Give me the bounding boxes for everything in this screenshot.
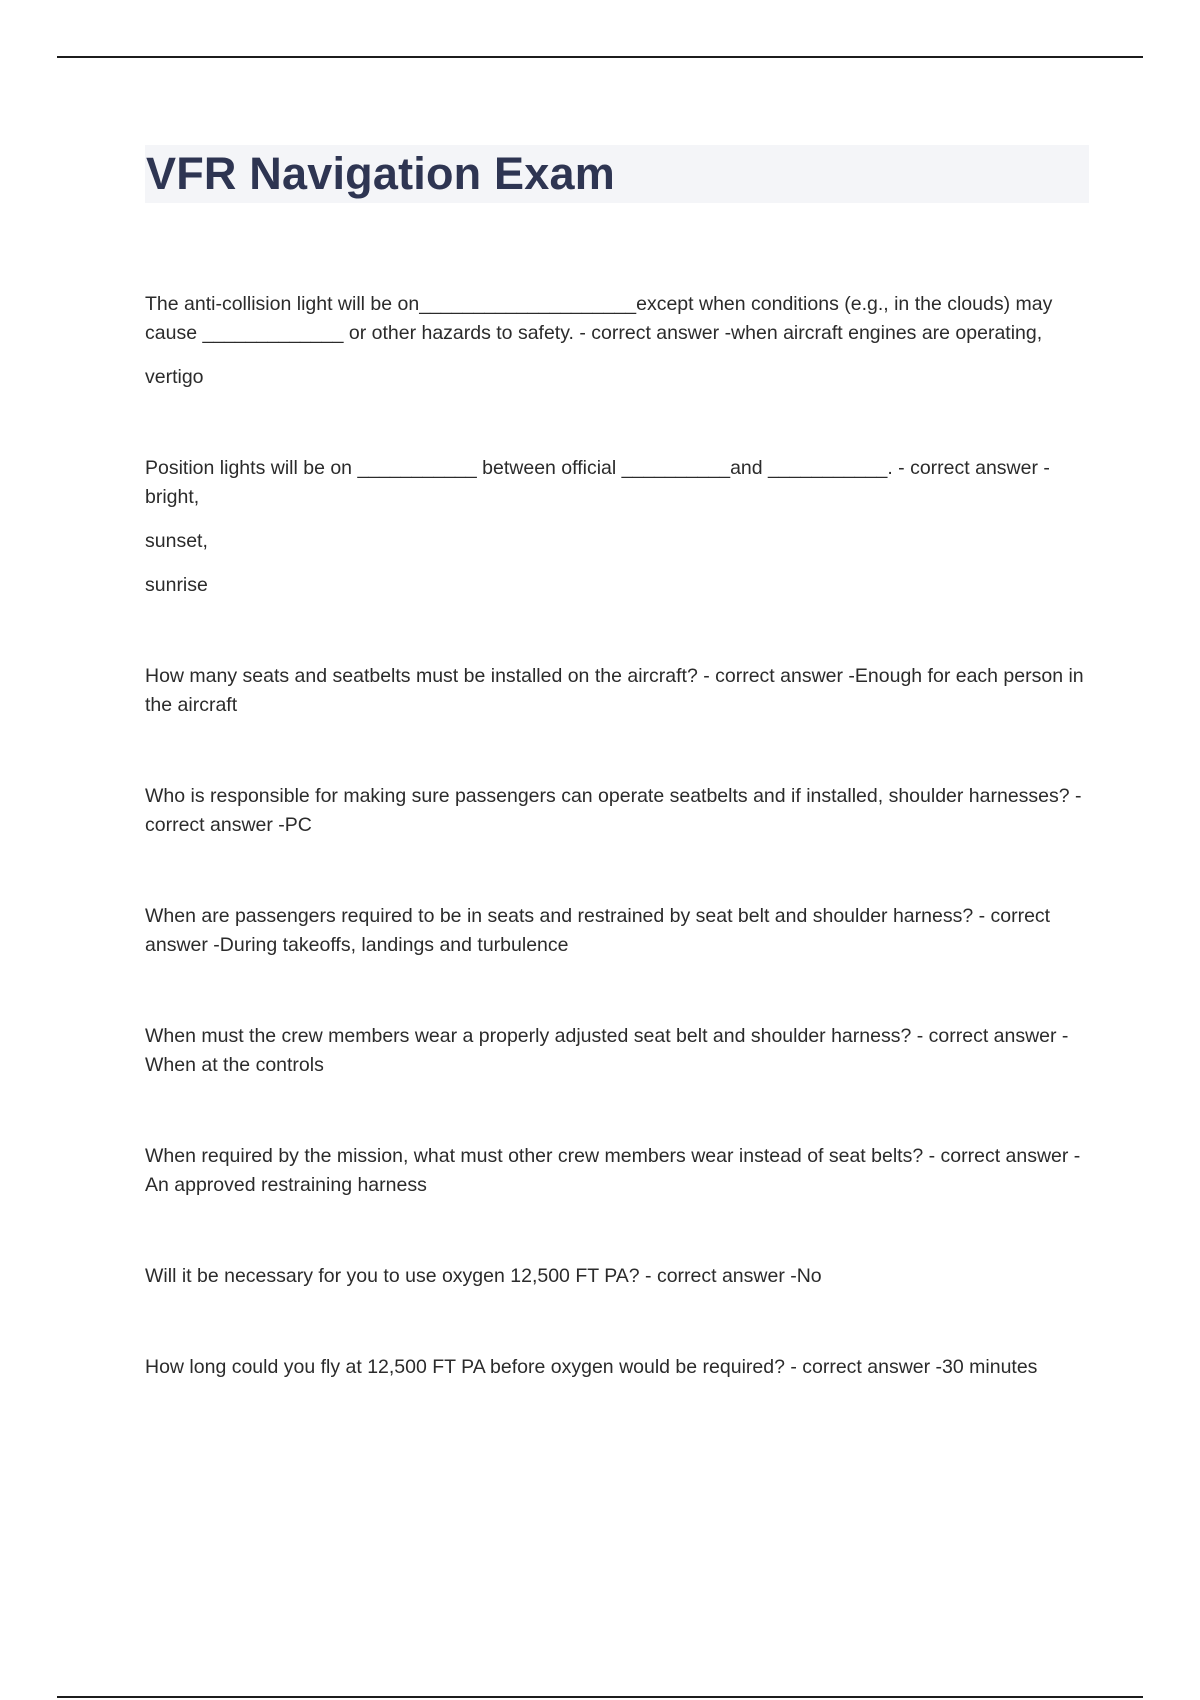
top-rule [57,56,1143,58]
question-text: Will it be necessary for you to use oxygen 12,500 FT PA? - correct answer -No [145,1265,822,1287]
question-item [145,1353,1090,1382]
question-text: When are passengers required to be in seats and restrained by seat belt and shoulder harness? - correct answer -During takeoffs, landings and turbulence [145,905,1051,956]
answer-continuation: sunrise [145,574,208,596]
question-text: The anti-collision light will be on____________________except when conditions (e.g., in the clouds) may cause _____________ or other hazards to safety. - correct answer -when aircraft engines are operating, [145,293,1053,344]
question-text: Who is responsible for making sure passengers can operate seatbelts and if installed, shoulder harnesses? - correct answer -PC [145,785,1082,836]
question-item [145,1142,1090,1200]
question-item [145,1022,1090,1080]
question-item [145,290,1090,392]
page-title: VFR Navigation Exam [146,148,615,199]
question-item [145,902,1090,960]
question-item [145,662,1090,720]
question-list [145,290,1090,1444]
bottom-rule [57,1696,1143,1698]
question-text: How long could you fly at 12,500 FT PA before oxygen would be required? - correct answer -30 minutes [145,1356,1038,1378]
question-item [145,454,1090,600]
question-text: When must the crew members wear a properly adjusted seat belt and shoulder harness? - correct answer -When at the controls [145,1025,1069,1076]
answer-continuation: vertigo [145,366,204,388]
question-text: When required by the mission, what must other crew members wear instead of seat belts? - correct answer -An approved restraining harness [145,1145,1081,1196]
title-banner [145,145,1089,203]
answer-continuation: sunset, [145,530,208,552]
question-item [145,1262,1090,1291]
question-text: Position lights will be on ___________ between official __________and ___________. - correct answer -bright, [145,457,1050,508]
question-item [145,782,1090,840]
question-text: How many seats and seatbelts must be installed on the aircraft? - correct answer -Enough for each person in the aircraft [145,665,1084,716]
